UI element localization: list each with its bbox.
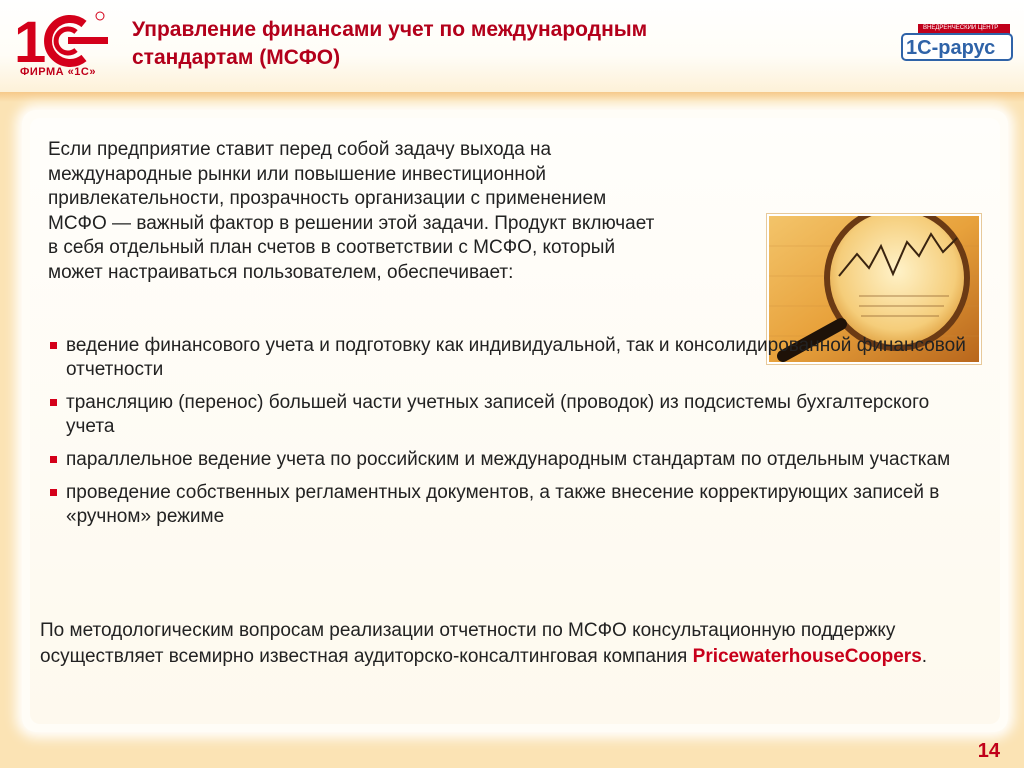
list-item-text: параллельное ведение учета по российским и международным стандартам по отдельным участкам <box>66 449 951 470</box>
page-number: 14 <box>977 740 1000 762</box>
list-item-text: трансляцию (перенос) большей части учетных записей (проводок) из подсистемы бухгалтерского учета <box>66 392 930 437</box>
list-item <box>48 448 978 472</box>
intro-paragraph <box>48 138 668 285</box>
svg-text:1С-рарус: 1С-рарус <box>906 37 996 59</box>
bullet-square-icon <box>50 456 57 463</box>
svg-text:1: 1 <box>14 10 47 75</box>
header-divider <box>0 92 1024 102</box>
slide-title: Управление финансами учет по международным стандартам (МСФО) <box>132 18 648 69</box>
bullet-square-icon <box>50 399 57 406</box>
note-text: По методологическим вопросам реализации отчетности по МСФО консультационную поддержку осуществляет всемирно известная аудиторско-консалтинговая компания <box>40 620 896 667</box>
note-end: . <box>921 646 928 667</box>
list-item <box>48 334 978 382</box>
consulting-note <box>40 618 980 670</box>
bullet-square-icon <box>50 489 57 496</box>
logo-caption: ФИРМА «1С» <box>20 66 96 78</box>
intro-text: Если предприятие ставит перед собой задачу выхода на международные рынки или повышение инвестиционной привлекательности, прозрачность организации с применением МСФО — важный фактор в решении этой задачи. Продукт включает в себя отдельный план счетов в соответствии с МСФО, который может настраиваться пользователем, обеспечивает: <box>48 139 655 283</box>
list-item <box>48 391 978 439</box>
list-item-text: проведение собственных регламентных документов, а также внесение корректирующих записей в «ручном» режиме <box>66 482 940 527</box>
list-item <box>48 481 978 529</box>
company-name: PricewaterhouseCoopers <box>692 646 922 667</box>
list-item-text: ведение финансового учета и подготовку как индивидуальной, так и консолидированной финансовой отчетности <box>66 335 966 380</box>
bullet-square-icon <box>50 342 57 349</box>
feature-list <box>48 334 978 538</box>
rarus-tag: ВНЕДРЕНЧЕСКИЙ ЦЕНТР <box>920 24 1001 33</box>
